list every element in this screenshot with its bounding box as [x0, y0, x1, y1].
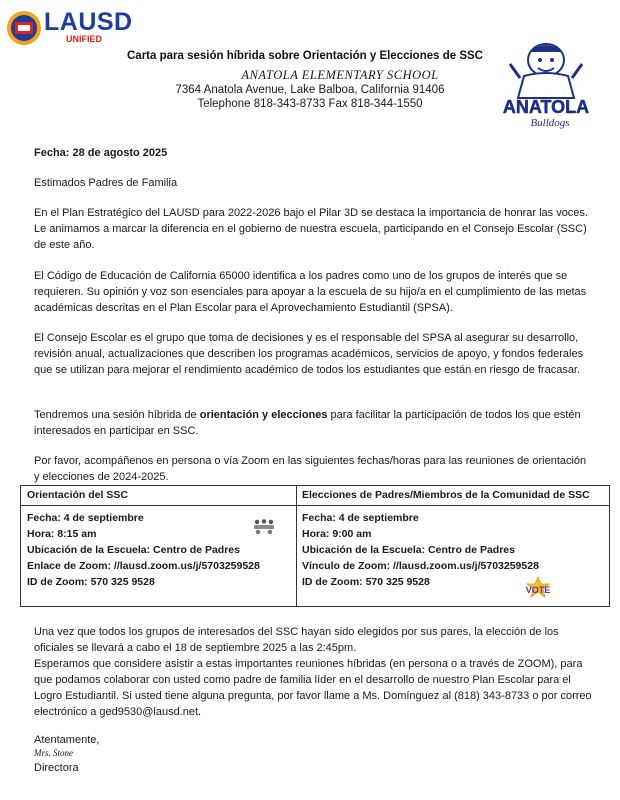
letter-greeting: Estimados Padres de Familia	[34, 177, 178, 189]
bulldog-mascot-icon	[494, 34, 598, 130]
orientation-zoom-id: ID de Zoom: 570 325 9528	[27, 576, 155, 588]
lausd-logo	[6, 10, 146, 46]
paragraph-hybrid-session-end: para facilitar la participación de todos los que estén interesados en participar en SSC.	[34, 409, 581, 437]
paragraph-join-us: Por favor, acompáñenos en persona o vía Zoom en las siguientes fechas/horas para las reuniones de orientación y elecciones de 2024-2025.	[34, 455, 587, 483]
elections-zoom-link[interactable]: Vínculo de Zoom: //lausd.zoom.us/j/5703259528	[302, 560, 539, 572]
letter-title: Carta para sesión híbrida sobre Orientación y Elecciones de SSC	[127, 50, 483, 62]
elections-location: Ubicación de la Escuela: Centro de Padres	[302, 544, 515, 556]
paragraph-hybrid-session	[34, 407, 594, 439]
elections-details	[302, 510, 539, 590]
elections-header: Elecciones de Padres/Miembros de la Comunidad de SSC	[302, 489, 590, 501]
lausd-wordmark: LAUSD	[44, 8, 133, 36]
signature-closing: Atentamente,	[34, 734, 100, 746]
lausd-seal-icon	[6, 10, 42, 46]
orientation-time: Hora: 8:15 am	[27, 528, 97, 540]
meeting-table-icon	[250, 518, 278, 536]
table-column-divider	[296, 486, 297, 606]
paragraph-please-attend: Esperamos que considere asistir a estas importantes reuniones híbridas (en persona o a través de ZOOM), para que podamos colaborar con usted como padre de familia líder en el desarrollo de nuestro Plan Escolar para el Logro Estudiantil. Si usted tiene alguna pregunta, por favor llame a Ms. Domínguez al (818) 343-8733 o por correo electrónico a ged9530@lausd.net.	[34, 658, 592, 718]
paragraph-closing	[34, 624, 594, 720]
paragraph-hybrid-session-bold: orientación y elecciones	[199, 409, 328, 421]
paragraph-strategic-plan: En el Plan Estratégico del LAUSD para 2022-2026 bajo el Pilar 3D se destaca la importancia de honrar las voces. Le animamos a marcar la diferencia en el gobierno de nuestra escuela, participando en el Consejo Escolar (SSC) de este año.	[34, 207, 588, 251]
school-phones: Telephone 818-343-8733 Fax 818-344-1550	[197, 98, 423, 110]
orientation-details	[27, 510, 260, 590]
lausd-subtext: UNIFIED	[66, 34, 102, 44]
orientation-zoom-link[interactable]: Enlace de Zoom: //lausd.zoom.us/j/5703259528	[27, 560, 260, 572]
paragraph-officer-election: Una vez que todos los grupos de interesados del SSC hayan sido elegidos por sus pares, la elección de los oficiales se llevará a cabo el 18 de septiembre 2025 a las 2:45pm.	[34, 626, 559, 654]
elections-time: Hora: 9:00 am	[302, 528, 372, 540]
table-row-divider	[21, 505, 609, 506]
vote-text: VOTE	[525, 585, 551, 595]
signature-name: Mrs. Stone	[34, 748, 73, 758]
paragraph-education-code: El Código de Educación de California 65000 identifica a los padres como uno de los grupos de interés que se requieren. Su opinión y voz son esenciales para apoyar a la escuela de su hijo/a en el cumplimiento de las metas académicas descritas en el Plan Escolar para el Aprovechamiento Estudiantil (SPSA).	[34, 270, 587, 314]
elections-zoom-id: ID de Zoom: 570 325 9528	[302, 576, 430, 588]
paragraph-hybrid-session-start: Tendremos una sesión híbrida de	[34, 409, 200, 421]
mascot-script: Bulldogs	[530, 117, 570, 129]
paragraph-school-council: El Consejo Escolar es el grupo que toma de decisiones y es el responsable del SPSA al asegurar su desarrollo, revisión anual, actualizaciones que describen los programas académicos, servicios de apoyo, y fondos federales que se utilizan para mejorar el rendimiento académico de todos los estudiantes que están en riesgo de fracasar.	[34, 332, 584, 376]
orientation-date: Fecha: 4 de septiembre	[27, 512, 144, 524]
letter-date: Fecha: 28 de agosto 2025	[34, 147, 168, 159]
orientation-location: Ubicación de la Escuela: Centro de Padres	[27, 544, 240, 556]
elections-date: Fecha: 4 de septiembre	[302, 512, 419, 524]
mascot-wordmark: ANATOLA	[502, 97, 590, 117]
school-address: 7364 Anatola Avenue, Lake Balboa, California 91406	[175, 84, 445, 96]
vote-star-icon	[520, 576, 556, 602]
signature-title: Directora	[34, 762, 79, 774]
school-name: ANATOLA ELEMENTARY SCHOOL	[241, 68, 439, 82]
orientation-header: Orientación del SSC	[27, 489, 128, 501]
